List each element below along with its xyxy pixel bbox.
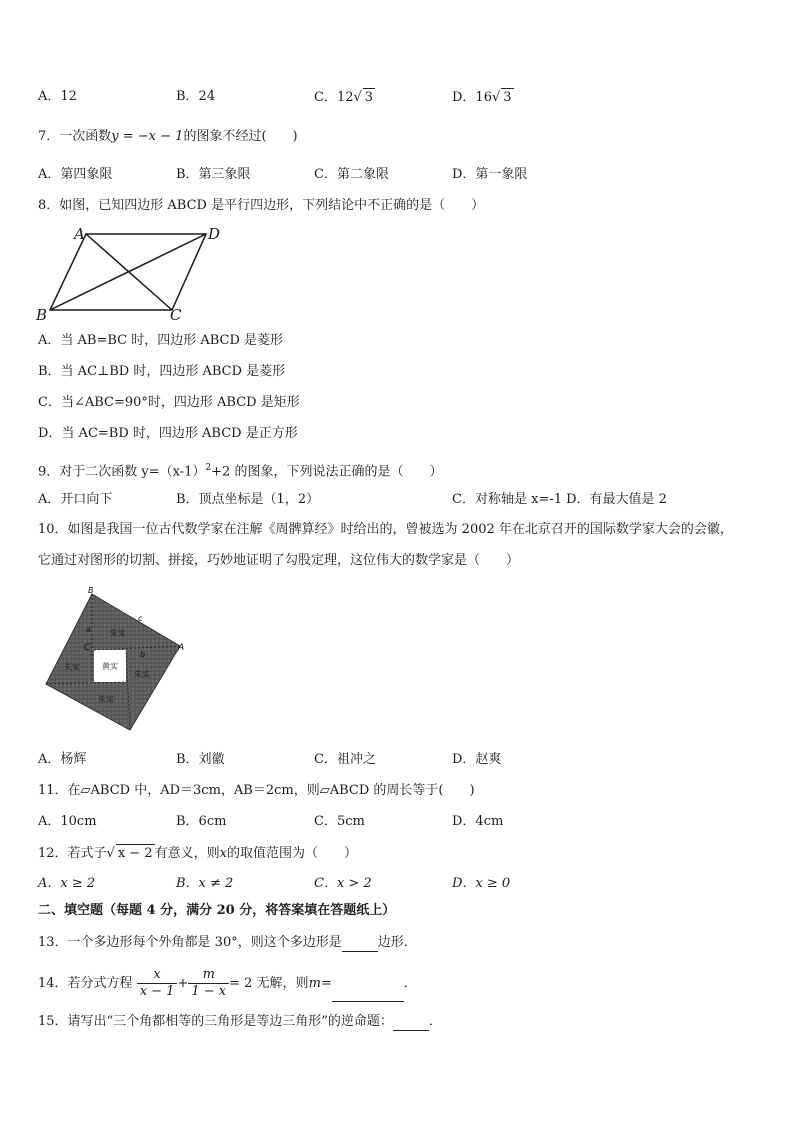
q12-option-b: B．x ≠ 2 <box>176 876 234 891</box>
section-fill-in-title: 二、填空题（每题 4 分，满分 20 分，将答案填在答题纸上） <box>38 903 396 918</box>
diagram-label-a-point: A <box>178 643 185 653</box>
figure-label-d: D <box>208 225 221 243</box>
q9-option-cd: C．对称轴是 x=-1 D．有最大值是 2 <box>452 492 667 507</box>
q12-option-d: D．x ≥ 0 <box>452 876 511 891</box>
q14-answer-blank[interactable] <box>332 987 404 1002</box>
q12-option-a: A．x ≥ 2 <box>38 876 96 891</box>
diagram-zhu-3: 朱实 <box>134 670 150 679</box>
q8-option-d: D．当 AC=BD 时，四边形 ABCD 是正方形 <box>38 426 298 441</box>
zhao-shuang-string-diagram <box>40 584 190 734</box>
diagram-label-b: B <box>88 586 94 595</box>
q6-option-a: A．12 <box>38 89 77 104</box>
q7-option-b: B．第三象限 <box>176 167 251 182</box>
q14-question: 14．若分式方程 $\frac{x}{x - 1}$ + $\frac{m}{1 - x}$ = 2 无解，则m= ． <box>38 966 417 1002</box>
q13-question: 13．一个多边形每个外角都是 30°，则这个多边形是 边形． <box>38 935 417 950</box>
q10-option-d: D．赵爽 <box>452 752 502 767</box>
q13-answer-blank[interactable] <box>342 937 378 952</box>
diagram-zhu-1: 朱实 <box>110 629 126 638</box>
q10-question-line2: 它通过对图形的切割、拼接，巧妙地证明了勾股定理，这位伟大的数学家是（ ） <box>38 553 520 568</box>
figure-label-b: B <box>36 306 48 322</box>
q15-question: 15．请写出“三个角都相等的三角形是等边三角形”的逆命题： ． <box>38 1014 442 1029</box>
diagram-label-b-side: b <box>140 650 146 659</box>
diagram-zhu-2: 朱实 <box>64 663 80 672</box>
diagram-huang: 黄实 <box>102 662 118 671</box>
figure-label-c: C <box>170 306 182 322</box>
q9-option-a: A．开口向下 <box>38 492 113 507</box>
diagram-label-a-side: a <box>86 625 91 634</box>
q7-option-d: D．第一象限 <box>452 167 528 182</box>
parallelogram-figure <box>34 222 234 322</box>
q10-option-c: C．祖冲之 <box>314 752 376 767</box>
q9-option-b: B．顶点坐标是（1，2） <box>176 492 320 507</box>
q6-option-c: C．12√ 3 <box>314 90 374 105</box>
q8-question: 8．如图，已知四边形 ABCD 是平行四边形，下列结论中不正确的是（ ） <box>38 198 485 213</box>
q11-option-d: D．4cm <box>452 814 504 829</box>
q11-question: 11．在▱ABCD 中，AD＝3cm，AB＝2cm，则▱ABCD 的周长等于( ) <box>38 783 475 798</box>
q6-option-b: B．24 <box>176 89 216 104</box>
q14-fraction-1: $\frac{x}{x - 1}$ <box>137 967 178 1000</box>
q10-question-line1: 10．如图是我国一位古代数学家在注解《周髀算经》时给出的，曾被选为 2002 年在北京召开的国际数学家大会的会徽， <box>38 522 733 537</box>
q10-option-b: B．刘徽 <box>176 752 225 767</box>
q15-answer-blank[interactable] <box>393 1016 429 1031</box>
diagram-label-c-point: C <box>84 643 91 653</box>
q14-fraction-2: $\frac{m}{1 - x}$ <box>188 967 229 1000</box>
q8-option-c: C．当∠ABC=90°时，四边形 ABCD 是矩形 <box>38 395 300 410</box>
diagram-zhu-4: 朱实 <box>98 695 114 704</box>
figure-label-a: A <box>74 225 85 243</box>
q6-option-d: D．16√ 3 <box>452 90 512 105</box>
q11-option-a: A．10cm <box>38 814 97 829</box>
q10-option-a: A．杨辉 <box>38 752 87 767</box>
q7-option-a: A．第四象限 <box>38 167 113 182</box>
q11-option-b: B．6cm <box>176 814 227 829</box>
q8-option-b: B．当 AC⊥BD 时，四边形 ABCD 是菱形 <box>38 364 286 379</box>
q8-option-a: A．当 AB=BC 时，四边形 ABCD 是菱形 <box>38 333 284 348</box>
q7-question: 7．一次函数y = −x − 1的图象不经过( ) <box>38 129 298 144</box>
q9-question: 9．对于二次函数 $y=(x-1)^2+2$ 的图象，下列说法正确的是（ ） <box>38 463 443 480</box>
q12-question: 12．若式子√ x − 2 有意义，则x的取值范围为（ ） <box>38 846 357 861</box>
diagram-label-c-side: c <box>138 614 143 623</box>
q12-option-c: C．x > 2 <box>314 876 372 891</box>
q7-option-c: C．第二象限 <box>314 167 389 182</box>
q11-option-c: C．5cm <box>314 814 365 829</box>
